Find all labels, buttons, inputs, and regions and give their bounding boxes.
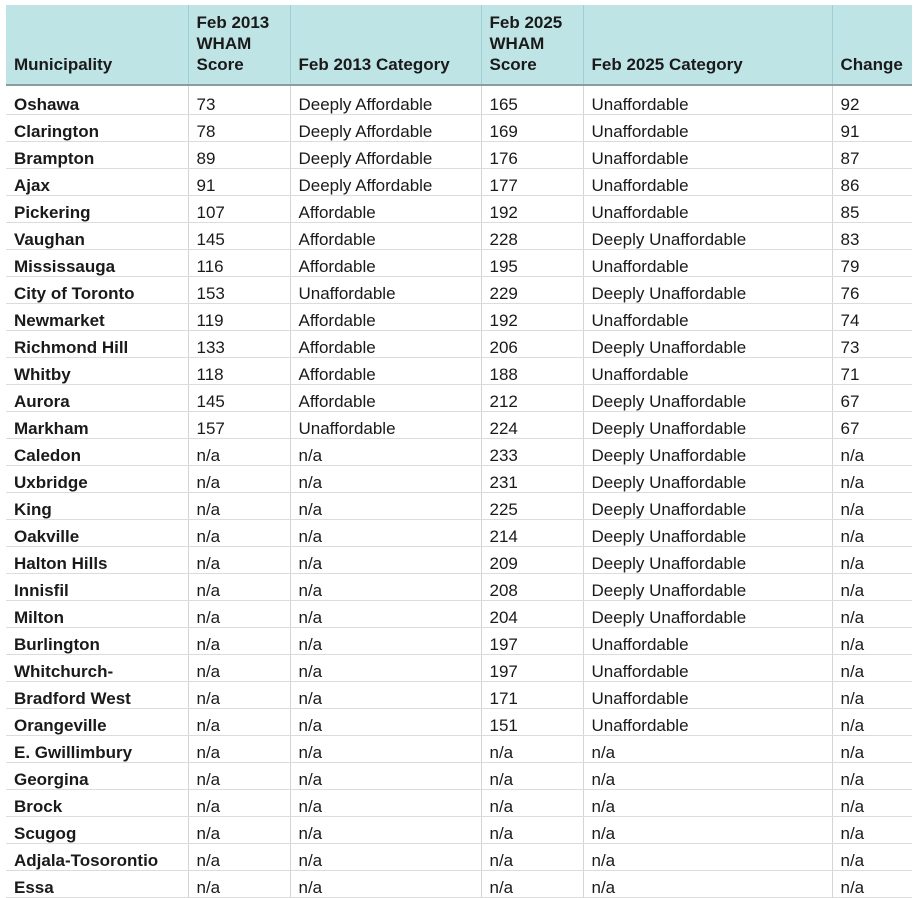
municipality-cell: Pickering: [6, 196, 188, 223]
category-2013-cell: n/a: [290, 709, 481, 736]
score-2013-cell: 119: [188, 304, 290, 331]
score-2013-cell: n/a: [188, 871, 290, 898]
score-2025-cell: n/a: [481, 844, 583, 871]
score-2013-cell: n/a: [188, 817, 290, 844]
change-cell: 86: [832, 169, 912, 196]
score-2025-cell: 212: [481, 385, 583, 412]
score-2025-cell: 214: [481, 520, 583, 547]
table-row: [6, 277, 912, 304]
score-2025-cell: 188: [481, 358, 583, 385]
change-cell: n/a: [832, 763, 912, 790]
change-cell: 91: [832, 115, 912, 142]
table-row: [6, 412, 912, 439]
municipality-cell: Bradford West: [6, 682, 188, 709]
category-2013-cell: n/a: [290, 601, 481, 628]
category-2013-cell: n/a: [290, 817, 481, 844]
category-2025-cell: Unaffordable: [583, 142, 832, 169]
category-2025-cell: Unaffordable: [583, 304, 832, 331]
score-2013-cell: 118: [188, 358, 290, 385]
municipality-cell: Richmond Hill: [6, 331, 188, 358]
score-2025-cell: 151: [481, 709, 583, 736]
municipality-cell: Milton: [6, 601, 188, 628]
table-row: [6, 250, 912, 277]
municipality-cell: Burlington: [6, 628, 188, 655]
score-2013-cell: 107: [188, 196, 290, 223]
category-2013-cell: n/a: [290, 439, 481, 466]
category-2025-cell: Unaffordable: [583, 358, 832, 385]
category-2013-cell: Deeply Affordable: [290, 142, 481, 169]
category-2013-cell: Affordable: [290, 196, 481, 223]
table-row: [6, 169, 912, 196]
score-2025-cell: 206: [481, 331, 583, 358]
category-2025-cell: n/a: [583, 736, 832, 763]
table-row: [6, 439, 912, 466]
category-2025-cell: Unaffordable: [583, 250, 832, 277]
score-2025-cell: 233: [481, 439, 583, 466]
change-cell: 73: [832, 331, 912, 358]
change-cell: 79: [832, 250, 912, 277]
table-row: [6, 709, 912, 736]
category-2013-cell: n/a: [290, 736, 481, 763]
score-2025-cell: 197: [481, 655, 583, 682]
table-row: [6, 385, 912, 412]
table-header: [6, 5, 912, 85]
score-2013-cell: n/a: [188, 655, 290, 682]
municipality-cell: Halton Hills: [6, 547, 188, 574]
category-2025-cell: n/a: [583, 871, 832, 898]
score-2025-cell: n/a: [481, 763, 583, 790]
score-2013-cell: n/a: [188, 709, 290, 736]
score-2025-cell: n/a: [481, 817, 583, 844]
table-row: [6, 817, 912, 844]
score-2025-cell: 165: [481, 85, 583, 115]
category-2013-cell: n/a: [290, 628, 481, 655]
change-cell: 87: [832, 142, 912, 169]
municipality-cell: Clarington: [6, 115, 188, 142]
score-2025-cell: n/a: [481, 871, 583, 898]
score-2025-cell: 195: [481, 250, 583, 277]
change-cell: n/a: [832, 871, 912, 898]
score-2013-cell: n/a: [188, 844, 290, 871]
category-2025-cell: Deeply Unaffordable: [583, 520, 832, 547]
table-row: [6, 682, 912, 709]
category-2025-cell: Deeply Unaffordable: [583, 439, 832, 466]
change-cell: 67: [832, 385, 912, 412]
category-2013-cell: Unaffordable: [290, 412, 481, 439]
municipality-cell: Innisfil: [6, 574, 188, 601]
municipality-cell: Uxbridge: [6, 466, 188, 493]
table-row: [6, 601, 912, 628]
score-2025-cell: 208: [481, 574, 583, 601]
category-2013-cell: n/a: [290, 493, 481, 520]
change-cell: n/a: [832, 682, 912, 709]
category-2025-cell: Unaffordable: [583, 115, 832, 142]
score-2025-cell: 228: [481, 223, 583, 250]
category-2025-cell: Deeply Unaffordable: [583, 547, 832, 574]
category-2013-cell: n/a: [290, 763, 481, 790]
score-2013-cell: n/a: [188, 439, 290, 466]
score-2013-cell: 145: [188, 385, 290, 412]
category-2013-cell: n/a: [290, 547, 481, 574]
table-row: [6, 736, 912, 763]
category-2025-cell: Unaffordable: [583, 709, 832, 736]
score-2025-cell: 225: [481, 493, 583, 520]
category-2013-cell: Affordable: [290, 331, 481, 358]
score-2013-cell: 73: [188, 85, 290, 115]
score-2025-cell: n/a: [481, 790, 583, 817]
score-2025-cell: 171: [481, 682, 583, 709]
category-2013-cell: n/a: [290, 682, 481, 709]
category-2025-cell: Deeply Unaffordable: [583, 331, 832, 358]
category-2013-cell: Affordable: [290, 304, 481, 331]
score-2025-cell: 224: [481, 412, 583, 439]
category-2025-cell: Deeply Unaffordable: [583, 223, 832, 250]
score-2013-cell: 78: [188, 115, 290, 142]
municipality-cell: Orangeville: [6, 709, 188, 736]
score-2013-cell: 145: [188, 223, 290, 250]
change-cell: 67: [832, 412, 912, 439]
category-2025-cell: Deeply Unaffordable: [583, 385, 832, 412]
table-row: [6, 115, 912, 142]
score-2013-cell: 133: [188, 331, 290, 358]
category-2025-cell: Deeply Unaffordable: [583, 466, 832, 493]
municipality-cell: Newmarket: [6, 304, 188, 331]
score-2025-cell: 192: [481, 196, 583, 223]
score-2013-cell: n/a: [188, 628, 290, 655]
table-row: [6, 142, 912, 169]
change-cell: n/a: [832, 844, 912, 871]
category-2025-cell: Deeply Unaffordable: [583, 412, 832, 439]
table-row: [6, 871, 912, 898]
municipality-cell: Aurora: [6, 385, 188, 412]
municipality-cell: Markham: [6, 412, 188, 439]
header-category-2025: Feb 2025 Category: [583, 5, 832, 85]
score-2025-cell: 204: [481, 601, 583, 628]
municipality-cell: City of Toronto: [6, 277, 188, 304]
change-cell: n/a: [832, 547, 912, 574]
municipality-cell: Brock: [6, 790, 188, 817]
affordability-table: [6, 5, 912, 898]
score-2013-cell: 153: [188, 277, 290, 304]
municipality-cell: Vaughan: [6, 223, 188, 250]
category-2025-cell: Unaffordable: [583, 196, 832, 223]
municipality-cell: Mississauga: [6, 250, 188, 277]
score-2025-cell: 209: [481, 547, 583, 574]
header-category-2013: Feb 2013 Category: [290, 5, 481, 85]
category-2013-cell: Affordable: [290, 358, 481, 385]
table-row: [6, 358, 912, 385]
score-2013-cell: 91: [188, 169, 290, 196]
category-2025-cell: Unaffordable: [583, 682, 832, 709]
score-2013-cell: n/a: [188, 736, 290, 763]
score-2013-cell: 89: [188, 142, 290, 169]
score-2013-cell: n/a: [188, 520, 290, 547]
change-cell: n/a: [832, 817, 912, 844]
municipality-cell: Georgina: [6, 763, 188, 790]
change-cell: 83: [832, 223, 912, 250]
change-cell: n/a: [832, 574, 912, 601]
category-2025-cell: Unaffordable: [583, 628, 832, 655]
category-2025-cell: n/a: [583, 844, 832, 871]
category-2025-cell: Deeply Unaffordable: [583, 574, 832, 601]
score-2013-cell: n/a: [188, 601, 290, 628]
header-municipality: Municipality: [6, 5, 188, 85]
header-row: [6, 5, 912, 85]
table-row: [6, 466, 912, 493]
score-2013-cell: n/a: [188, 790, 290, 817]
change-cell: n/a: [832, 493, 912, 520]
score-2025-cell: 176: [481, 142, 583, 169]
table-row: [6, 520, 912, 547]
municipality-cell: Brampton: [6, 142, 188, 169]
score-2025-cell: 192: [481, 304, 583, 331]
score-2025-cell: 231: [481, 466, 583, 493]
category-2013-cell: n/a: [290, 520, 481, 547]
header-score-2025: Feb 2025 WHAM Score: [481, 5, 583, 85]
category-2013-cell: Affordable: [290, 385, 481, 412]
category-2013-cell: Deeply Affordable: [290, 169, 481, 196]
table-row: [6, 574, 912, 601]
municipality-cell: Ajax: [6, 169, 188, 196]
table-row: [6, 85, 912, 115]
municipality-cell: Essa: [6, 871, 188, 898]
category-2025-cell: Deeply Unaffordable: [583, 277, 832, 304]
category-2025-cell: Unaffordable: [583, 655, 832, 682]
category-2025-cell: n/a: [583, 763, 832, 790]
change-cell: 76: [832, 277, 912, 304]
category-2013-cell: n/a: [290, 844, 481, 871]
table-row: [6, 655, 912, 682]
score-2013-cell: n/a: [188, 682, 290, 709]
municipality-cell: Scugog: [6, 817, 188, 844]
score-2025-cell: 177: [481, 169, 583, 196]
municipality-cell: Oakville: [6, 520, 188, 547]
municipality-cell: Oshawa: [6, 85, 188, 115]
municipality-cell: Caledon: [6, 439, 188, 466]
table-row: [6, 304, 912, 331]
municipality-cell: E. Gwillimbury: [6, 736, 188, 763]
table-row: [6, 331, 912, 358]
table-row: [6, 196, 912, 223]
table-row: [6, 223, 912, 250]
category-2013-cell: Deeply Affordable: [290, 115, 481, 142]
category-2013-cell: Affordable: [290, 250, 481, 277]
score-2025-cell: 197: [481, 628, 583, 655]
change-cell: n/a: [832, 601, 912, 628]
table-row: [6, 628, 912, 655]
change-cell: n/a: [832, 709, 912, 736]
header-change: Change: [832, 5, 912, 85]
municipality-cell: Whitby: [6, 358, 188, 385]
category-2025-cell: Unaffordable: [583, 85, 832, 115]
table-row: [6, 790, 912, 817]
table-row: [6, 493, 912, 520]
table-row: [6, 763, 912, 790]
table-row: [6, 547, 912, 574]
score-2013-cell: n/a: [188, 547, 290, 574]
category-2013-cell: Unaffordable: [290, 277, 481, 304]
change-cell: n/a: [832, 439, 912, 466]
change-cell: n/a: [832, 736, 912, 763]
category-2013-cell: n/a: [290, 790, 481, 817]
change-cell: 74: [832, 304, 912, 331]
score-2013-cell: n/a: [188, 466, 290, 493]
change-cell: n/a: [832, 655, 912, 682]
change-cell: n/a: [832, 790, 912, 817]
score-2013-cell: 157: [188, 412, 290, 439]
change-cell: n/a: [832, 628, 912, 655]
score-2013-cell: n/a: [188, 763, 290, 790]
score-2025-cell: n/a: [481, 736, 583, 763]
municipality-cell: Adjala-Tosorontio: [6, 844, 188, 871]
score-2013-cell: n/a: [188, 493, 290, 520]
change-cell: 92: [832, 85, 912, 115]
category-2025-cell: Deeply Unaffordable: [583, 601, 832, 628]
category-2025-cell: Unaffordable: [583, 169, 832, 196]
table-row: [6, 844, 912, 871]
category-2013-cell: Affordable: [290, 223, 481, 250]
score-2025-cell: 169: [481, 115, 583, 142]
category-2013-cell: n/a: [290, 871, 481, 898]
category-2013-cell: n/a: [290, 655, 481, 682]
header-score-2013: Feb 2013 WHAM Score: [188, 5, 290, 85]
category-2025-cell: Deeply Unaffordable: [583, 493, 832, 520]
score-2013-cell: 116: [188, 250, 290, 277]
score-2025-cell: 229: [481, 277, 583, 304]
category-2025-cell: n/a: [583, 817, 832, 844]
municipality-cell: King: [6, 493, 188, 520]
change-cell: 71: [832, 358, 912, 385]
score-2013-cell: n/a: [188, 574, 290, 601]
change-cell: n/a: [832, 520, 912, 547]
change-cell: 85: [832, 196, 912, 223]
affordability-table-container: [6, 5, 912, 898]
category-2013-cell: n/a: [290, 574, 481, 601]
municipality-cell: Whitchurch-: [6, 655, 188, 682]
category-2013-cell: Deeply Affordable: [290, 85, 481, 115]
table-body: [6, 85, 912, 898]
category-2025-cell: n/a: [583, 790, 832, 817]
category-2013-cell: n/a: [290, 466, 481, 493]
change-cell: n/a: [832, 466, 912, 493]
